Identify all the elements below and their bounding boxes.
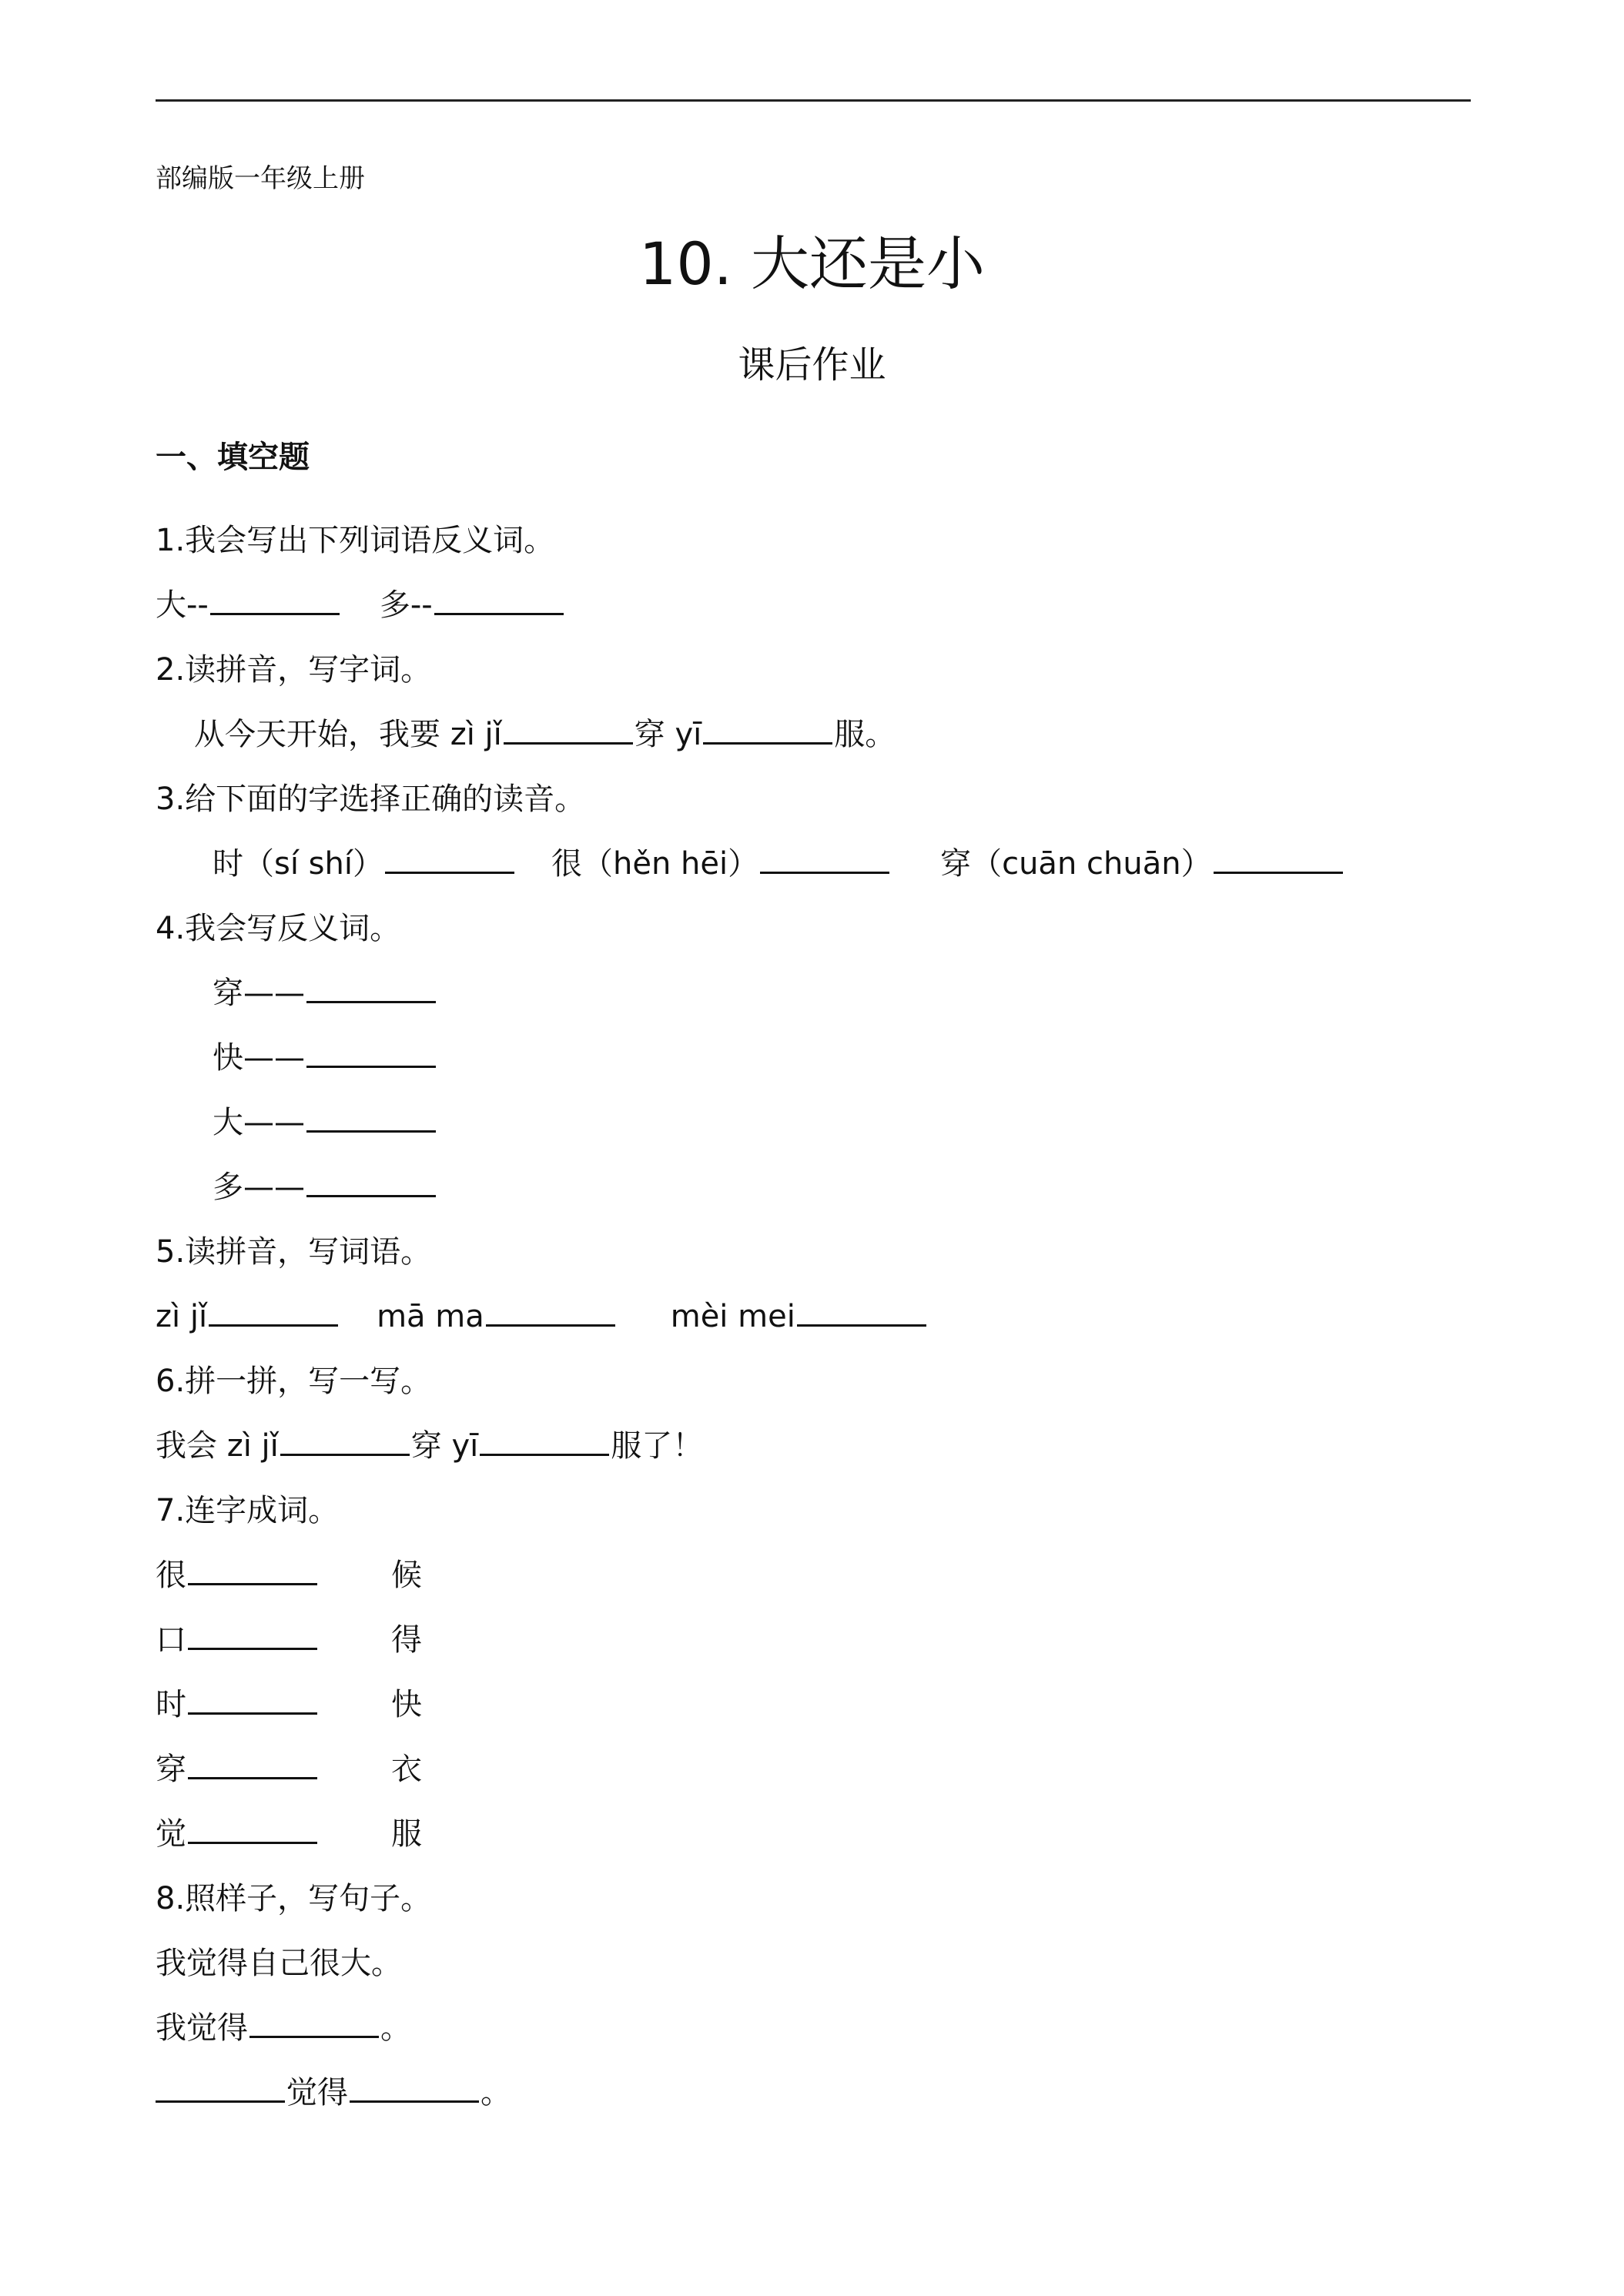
q5-item-c: mèi mei: [670, 1299, 795, 1334]
q7-right-char: 得: [391, 1622, 422, 1658]
section-heading: 一、填空题: [156, 440, 310, 475]
q8-example: 我觉得自己很大。: [156, 1946, 402, 1981]
question-1-prompt: 1.我会写出下列词语反义词。: [156, 523, 555, 558]
question-5-row: [156, 1297, 928, 1337]
q7-left-char: 口: [156, 1622, 186, 1658]
answer-blank[interactable]: [188, 1622, 317, 1650]
q7-right-char: 服: [391, 1816, 422, 1852]
q5-item-a: zì jǐ: [156, 1299, 208, 1334]
q1-item-b: 多--: [379, 587, 433, 623]
answer-blank[interactable]: [504, 716, 633, 745]
answer-blank[interactable]: [306, 975, 436, 1003]
q4-item: [213, 1038, 437, 1078]
answer-blank[interactable]: [249, 2010, 379, 2038]
q3-option-a: 时（sí shí）: [213, 846, 383, 882]
answer-blank[interactable]: [188, 1751, 317, 1779]
answer-blank[interactable]: [209, 1298, 338, 1327]
q7-left-char: 时: [156, 1687, 186, 1722]
q8-line-2: [156, 2073, 511, 2113]
q8-line2-post: 。: [481, 2075, 511, 2110]
answer-blank[interactable]: [306, 1169, 436, 1197]
page-title: 10. 大还是小: [638, 229, 986, 298]
q7-left-char: 觉: [156, 1816, 186, 1852]
q1-item-a: 大--: [156, 587, 209, 623]
q4-item: [213, 1103, 437, 1143]
q2-pre: 从今天开始，我要 zì jǐ: [194, 717, 502, 752]
question-2-prompt: 2.读拼音，写字词。: [156, 652, 432, 688]
answer-blank[interactable]: [156, 2074, 285, 2103]
q4-item-label: 快——: [213, 1040, 305, 1076]
q6-post: 服了！: [611, 1428, 704, 1464]
q3-option-b: 很（hěn hēi）: [551, 846, 759, 882]
question-1-answer-row: [156, 585, 565, 625]
answer-blank[interactable]: [760, 845, 889, 874]
question-3-options-row: [213, 844, 1344, 884]
q7-row: [156, 1555, 422, 1595]
q6-mid: 穿 yī: [410, 1428, 479, 1464]
page-subtitle: 课后作业: [738, 343, 886, 387]
q4-item-label: 多——: [213, 1170, 305, 1205]
q4-item-label: 大——: [213, 1105, 305, 1140]
answer-blank[interactable]: [385, 845, 514, 874]
answer-blank[interactable]: [210, 587, 340, 615]
q8-line2-mid: 觉得: [286, 2075, 348, 2110]
answer-blank[interactable]: [188, 1686, 317, 1715]
header-rule: [156, 99, 1471, 102]
q7-right-char: 快: [391, 1687, 422, 1722]
question-5-prompt: 5.读拼音，写词语。: [156, 1234, 432, 1270]
q8-line1-post: 。: [380, 2010, 411, 2046]
q7-left-char: 很: [156, 1558, 186, 1593]
q7-right-char: 候: [391, 1558, 422, 1593]
answer-blank[interactable]: [480, 1427, 609, 1456]
q4-item-label: 穿——: [213, 976, 305, 1011]
answer-blank[interactable]: [188, 1557, 317, 1585]
q6-pre: 我会 zì jǐ: [156, 1428, 279, 1464]
question-7-prompt: 7.连字成词。: [156, 1493, 340, 1528]
answer-blank[interactable]: [486, 1298, 615, 1327]
q7-row: [156, 1749, 422, 1789]
page-header: 部编版一年级上册: [156, 163, 365, 194]
question-6-prompt: 6.拼一拼，写一写。: [156, 1364, 432, 1399]
q7-row: [156, 1814, 422, 1854]
question-4-prompt: 4.我会写反义词。: [156, 911, 401, 946]
q4-item: [213, 1167, 437, 1207]
question-8-prompt: 8.照样子，写句子。: [156, 1881, 432, 1916]
answer-blank[interactable]: [188, 1816, 317, 1844]
q7-left-char: 穿: [156, 1752, 186, 1787]
answer-blank[interactable]: [306, 1039, 436, 1068]
q2-post: 服。: [834, 717, 896, 752]
answer-blank[interactable]: [306, 1104, 436, 1133]
answer-blank[interactable]: [1214, 845, 1343, 874]
q3-option-c: 穿（cuān chuān）: [940, 846, 1212, 882]
q2-mid: 穿 yī: [634, 717, 702, 752]
answer-blank[interactable]: [280, 1427, 410, 1456]
q7-right-char: 衣: [391, 1752, 422, 1787]
question-6-sentence: [156, 1426, 703, 1466]
answer-blank[interactable]: [434, 587, 564, 615]
question-3-prompt: 3.给下面的字选择正确的读音。: [156, 782, 586, 817]
answer-blank[interactable]: [797, 1298, 926, 1327]
q4-item: [213, 973, 437, 1013]
answer-blank[interactable]: [703, 716, 832, 745]
question-2-sentence: [194, 715, 896, 755]
q8-line-1: [156, 2008, 411, 2048]
q5-item-b: mā ma: [377, 1299, 484, 1334]
q7-row: [156, 1620, 422, 1660]
q8-line1-pre: 我觉得: [156, 2010, 248, 2046]
answer-blank[interactable]: [350, 2074, 479, 2103]
q7-row: [156, 1685, 422, 1725]
